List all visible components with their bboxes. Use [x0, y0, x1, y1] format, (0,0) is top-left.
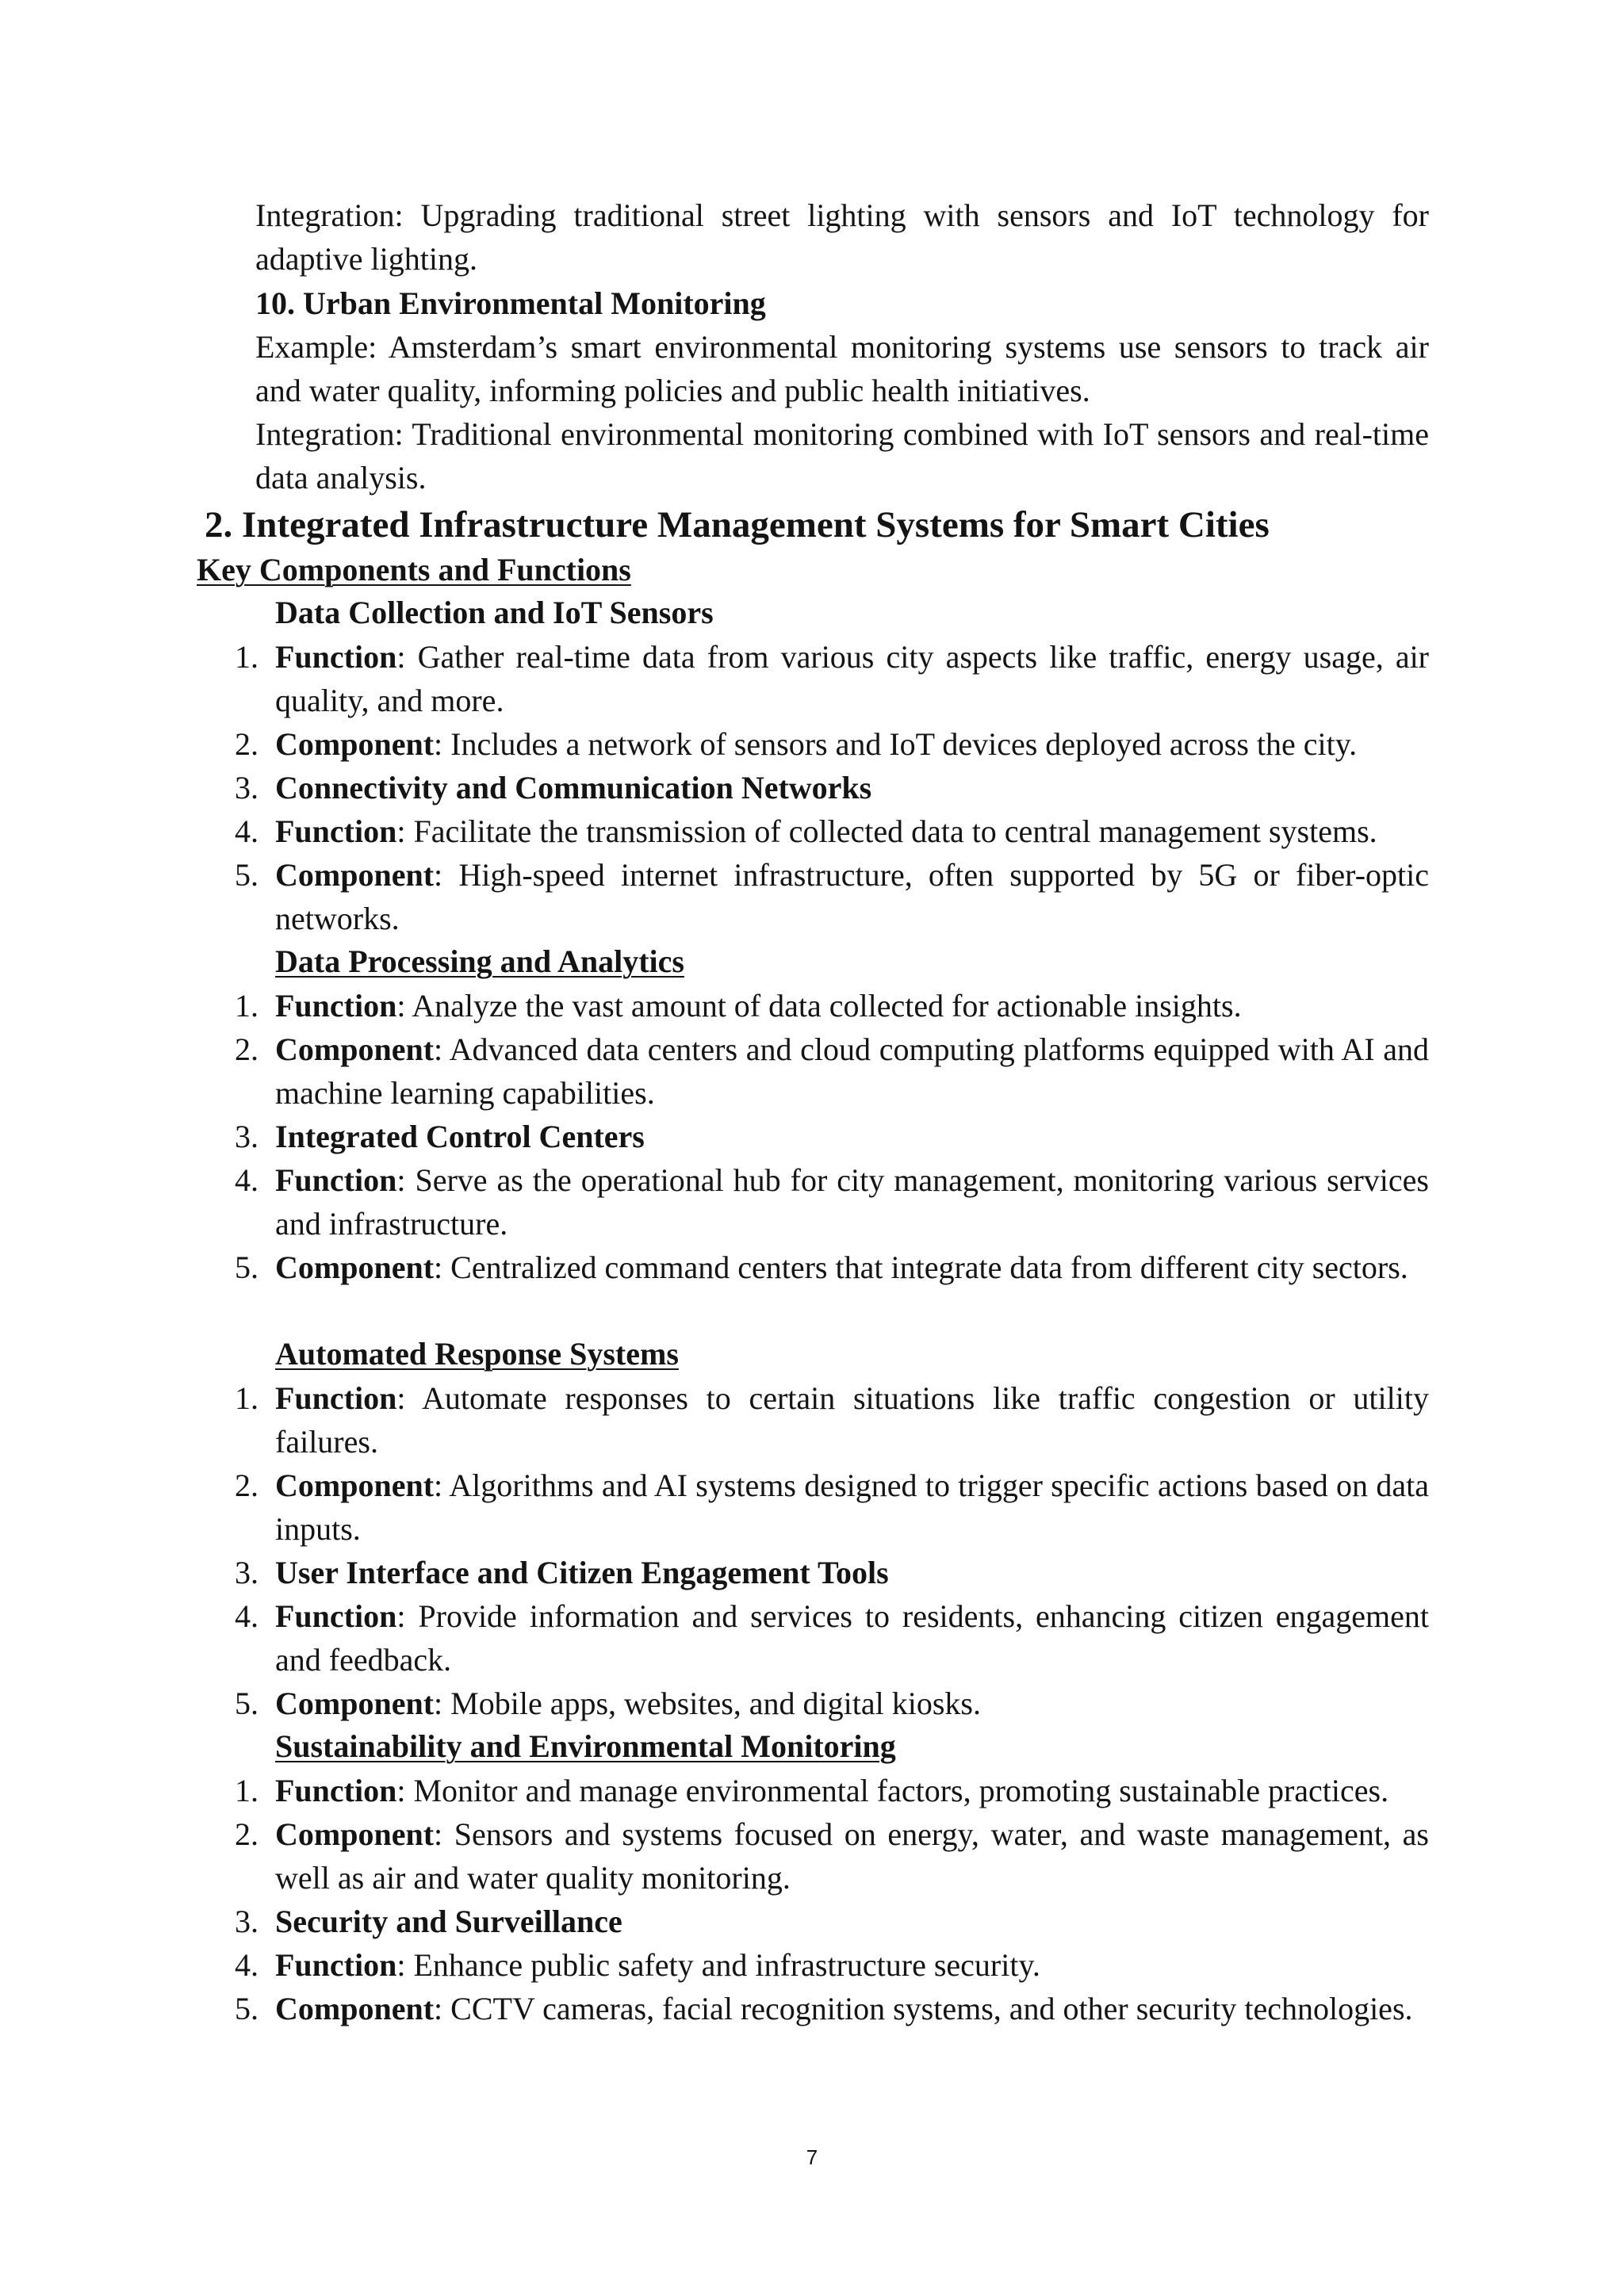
list-item-text — [275, 1464, 1429, 1551]
list-item-label: Integrated Control Centers — [275, 1119, 645, 1154]
group-heading-data-processing: Data Processing and Analytics — [275, 943, 684, 979]
list-item-label: Component — [275, 1816, 435, 1852]
list-item-text — [275, 1115, 1429, 1158]
list-item-body: : Advanced data centers and cloud computing platforms equipped with AI and machine learning capabilities. — [275, 1031, 1429, 1111]
list-number: 3. — [235, 770, 259, 806]
list-item-text — [275, 1812, 1429, 1900]
list-number: 1. — [235, 988, 259, 1024]
list-number: 3. — [235, 1904, 259, 1939]
list-item-body: : Provide information and services to residents, enhancing citizen engagement and feedback. — [275, 1598, 1429, 1678]
list-item-body: : Analyze the vast amount of data collected for actionable insights. — [396, 988, 1242, 1024]
list-item-label: Component — [275, 857, 435, 893]
list-item-label: User Interface and Citizen Engagement Tools — [275, 1555, 889, 1590]
list-item-label: Component — [275, 1991, 435, 2026]
group-heading-sustainability: Sustainability and Environmental Monitoring — [275, 1728, 896, 1764]
group-heading-automated-response: Automated Response Systems — [275, 1336, 679, 1372]
list-number: 2. — [235, 1468, 259, 1503]
list-item-body: : Centralized command centers that integrate data from different city sectors. — [434, 1249, 1408, 1285]
list-item-label: Function — [275, 1773, 397, 1808]
list-item-body: : Gather real-time data from various city aspects like traffic, energy usage, air quality, and more. — [275, 639, 1429, 718]
list-number: 1. — [235, 1380, 259, 1416]
list-item-text — [275, 1158, 1429, 1246]
list-item-text — [275, 853, 1429, 940]
list-number: 5. — [235, 1686, 259, 1721]
key-components-heading: Key Components and Functions — [197, 552, 631, 587]
group-heading-data-collection: Data Collection and IoT Sensors — [275, 595, 714, 630]
list-item-body: : Mobile apps, websites, and digital kiosks. — [434, 1686, 981, 1721]
list-item-label: Function — [275, 813, 397, 849]
list-item-label: Function — [275, 1162, 397, 1198]
list-number: 1. — [235, 1773, 259, 1808]
list-number: 1. — [235, 639, 259, 675]
list-item-label: Component — [275, 1468, 435, 1503]
list-number: 4. — [235, 1947, 259, 1983]
list-number: 4. — [235, 1598, 259, 1634]
list-item-label: Connectivity and Communication Networks — [275, 770, 872, 806]
list-item-body: : Serve as the operational hub for city management, monitoring various services and infrastructure. — [275, 1162, 1429, 1242]
list-item-label: Component — [275, 1249, 435, 1285]
list-item-label: Component — [275, 726, 435, 762]
list-item-label: Function — [275, 1598, 397, 1634]
list-number: 3. — [235, 1119, 259, 1154]
list-item-text — [275, 984, 1429, 1027]
list-item-text — [275, 1769, 1429, 1812]
list-item-label: Security and Surveillance — [275, 1904, 622, 1939]
list-item-text — [275, 722, 1429, 766]
list-number: 5. — [235, 1991, 259, 2026]
list-item-body: : Sensors and systems focused on energy, water, and waste management, as well as air and water quality monitoring. — [275, 1816, 1429, 1896]
list-number: 2. — [235, 1031, 259, 1067]
list-item-text — [275, 1376, 1429, 1464]
list-item-text — [275, 635, 1429, 722]
integration-paragraph-lighting: Integration: Upgrading traditional street lighting with sensors and IoT technology for adaptive lighting. — [255, 197, 1429, 277]
list-item-body: : Monitor and manage environmental factors, promoting sustainable practices. — [396, 1773, 1389, 1808]
list-item-label: Function — [275, 1380, 397, 1416]
list-item-label: Function — [275, 639, 397, 675]
list-item-text — [275, 1987, 1429, 2030]
list-number: 3. — [235, 1555, 259, 1590]
list-item-body: : Algorithms and AI systems designed to trigger specific actions based on data inputs. — [275, 1468, 1429, 1547]
list-item-text — [275, 1027, 1429, 1115]
list-item-body: : Automate responses to certain situations like traffic congestion or utility failures. — [275, 1380, 1429, 1460]
list-item-text — [275, 1594, 1429, 1682]
list-number: 5. — [235, 857, 259, 893]
integration-paragraph-environmental: Integration: Traditional environmental monitoring combined with IoT sensors and real-time data analysis. — [255, 416, 1429, 496]
subheading-urban-environmental-monitoring: 10. Urban Environmental Monitoring — [255, 285, 766, 321]
list-item-text — [275, 766, 1429, 809]
list-item-body: : CCTV cameras, facial recognition systems, and other security technologies. — [434, 1991, 1413, 2026]
list-item-body: : Includes a network of sensors and IoT devices deployed across the city. — [434, 726, 1358, 762]
list-item-text — [275, 1551, 1429, 1594]
list-number: 2. — [235, 1816, 259, 1852]
list-item-label: Component — [275, 1686, 435, 1721]
list-item-body: : Enhance public safety and infrastructure security. — [396, 1947, 1040, 1983]
list-number: 4. — [235, 1162, 259, 1198]
list-item-label: Component — [275, 1031, 435, 1067]
list-item-body: : High-speed internet infrastructure, often supported by 5G or fiber-optic networks. — [275, 857, 1429, 936]
list-number: 4. — [235, 813, 259, 849]
list-item-label: Function — [275, 988, 397, 1024]
example-paragraph-amsterdam: Example: Amsterdam’s smart environmental monitoring systems use sensors to track air and water quality, informing policies and public health initiatives. — [255, 329, 1429, 408]
list-item-text — [275, 809, 1429, 853]
section-heading: 2. Integrated Infrastructure Management Systems for Smart Cities — [205, 504, 1270, 545]
list-item-text — [275, 1943, 1429, 1987]
list-item-body: : Facilitate the transmission of collected data to central management systems. — [396, 813, 1377, 849]
list-item-label: Function — [275, 1947, 397, 1983]
list-number: 5. — [235, 1249, 259, 1285]
page-number: 7 — [806, 2145, 818, 2169]
list-item-text — [275, 1900, 1429, 1943]
list-number: 2. — [235, 726, 259, 762]
list-item-text — [275, 1682, 1429, 1725]
list-item-text — [275, 1246, 1429, 1289]
